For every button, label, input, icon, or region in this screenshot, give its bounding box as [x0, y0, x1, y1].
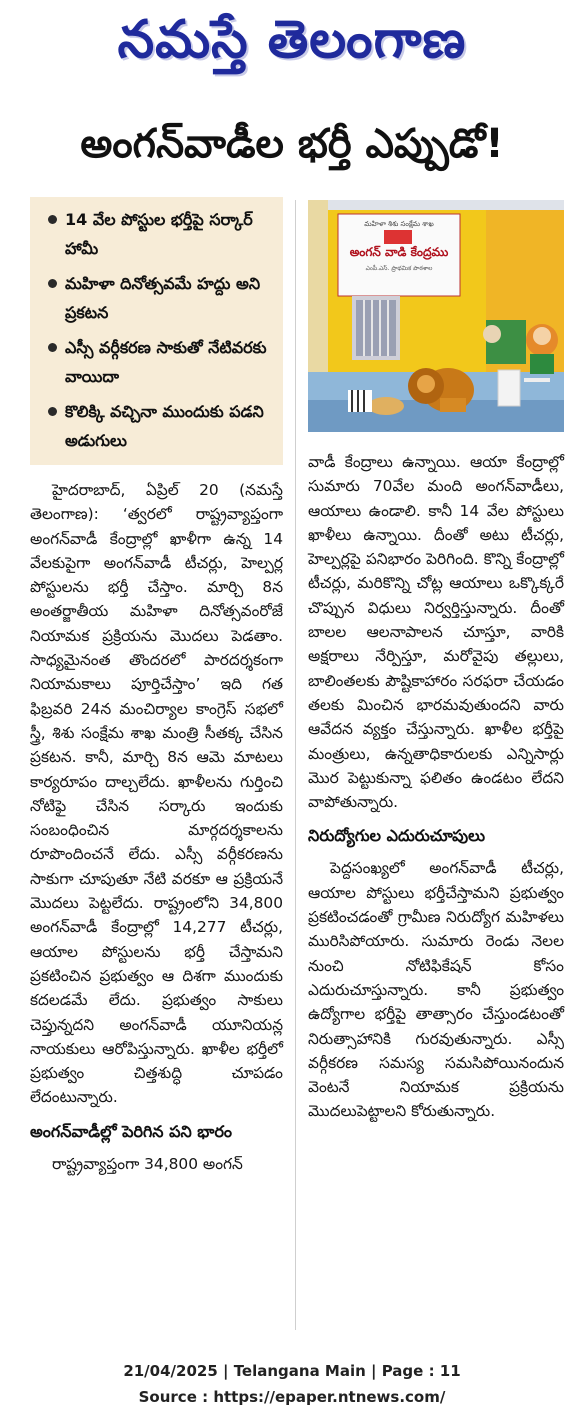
column-divider [295, 200, 296, 1330]
highlight-item [40, 333, 275, 391]
article-paragraph: వాడీ కేంద్రాలు ఉన్నాయి. ఆయా కేంద్రాల్లో సుమారు 70వేల మంది అంగన్‌వాడీలు, ఆయాలు ఉండాలి. కానీ 14 వేల పోస్టులు ఖాళీలు ఉన్నాయి. దీంతో అటు టీచర్లు, హెల్పర్లపై పనిభారం పెరిగింది. కొన్ని కేంద్రాల్లో టీచర్లు, మరికొన్ని చోట్ల ఆయాలు ఒక్కొక్కరే చొప్పున విధులు నిర్వర్తిస్తున్నారు. దీంతో బాలల ఆలనాపాలన చూస్తూ, వారికి అక్షరాలు నేర్పిస్తూ, మరోవైపు తల్లులు, బాలింతలకు పౌష్టికాహారం సరఫరా చేయడం తలకు మించిన భారమవుతుందని వారు ఆవేదన వ్యక్తం చేస్తున్నారు. ఖాళీల భర్తీపై మంత్రులు, ఉన్నతాధికారులకు ఎన్నిసార్లు మొర పెట్టుకున్నా ఫలితం ఉండటం లేదని వాపోతున్నారు. [308, 453, 564, 812]
article-column-2 [308, 450, 564, 1124]
highlight-item [40, 205, 275, 263]
article-column-1 [30, 478, 283, 1176]
bullet-icon [48, 407, 57, 416]
article-paragraph: రాష్ట్రవ్యాప్తంగా 34,800 అంగన్ [52, 1154, 243, 1173]
sign-sub-text: ఎంపీ.ఎస్. ప్రాథమిక పాఠశాల [365, 265, 433, 272]
footer-date-line: 21/04/2025 | Telangana Main | Page : 11 [123, 1362, 461, 1380]
sign-main-text: అంగన్ వాడి కేంద్రము [349, 245, 449, 259]
highlights-box [30, 197, 283, 465]
article-paragraph: పెద్దసంఖ్యలో అంగన్‌వాడీ టీచర్లు, ఆయాల పోస్టులు భర్తీచేస్తామని ప్రభుత్వం ప్రకటించడంతో గ్రామీణ నిరుద్యోగ మహిళలు మురిసిపోయారు. సుమారు రెండు నెలల నుంచి నోటిఫికేషన్ కోసం ఎదురుచూస్తున్నారు. కానీ ప్రభుత్వం ఉద్యోగాల భర్తీపై తాత్సారం చేస్తుండటంతో నిరుత్సాహానికి గురవుతున్నారు. ఎస్సీ వర్గీకరణ సమస్య సమసిపోయినందున వెంటనే నియామక ప్రక్రియను మొదలుపెట్టాలని కోరుతున్నారు. [308, 859, 564, 1121]
highlight-item [40, 397, 275, 455]
anganwadi-centre-photo [308, 200, 564, 432]
highlight-item [40, 269, 275, 327]
bullet-icon [48, 215, 57, 224]
highlight-text: మహిళా దినోత్సవమే హద్దు అని ప్రకటన [65, 274, 261, 322]
article-headline [0, 110, 584, 188]
article-paragraph: హైదరాబాద్, ఏప్రిల్ 20 (నమస్తే తెలంగాణ): ‘త్వరలో రాష్ట్రవ్యాప్తంగా అంగన్‌వాడీ కేంద్రాల్లో ఖాళీగా ఉన్న 14 వేలకుపైగా అంగన్‌వాడీ టీచర్లు, హెల్పర్ల పోస్టులను భర్తీ చేస్తాం. మార్చి 8న అంతర్జాతీయ మహిళా దినోత్సవంరోజే నియామక ప్రక్రియను మొదలు పెడతాం. సాధ్యమైనంత తొందరలో పారదర్శకంగా నియామకాలు పూర్తిచేస్తాం’ ఇది గత ఫిబ్రవరి 24న మంచిర్యాల కాంగ్రెస్ సభలో స్త్రీ, శిశు సంక్షేమ శాఖ మంత్రి సీతక్క చేసిన ప్రకటన. కానీ, మార్చి 8న ఆమె మాటలు కార్యరూపం దాల్చలేదు. ఖాళీలను గుర్తించి నోటిఫై చేసిన సర్కారు ఇందుకు సంబంధించిన మార్గదర్శకాలను రూపొందించనే లేదు. ఎస్సీ వర్గీకరణను సాకుగా చూపుతూ నేటి వరకూ ఆ ప్రక్రియనే మొదలు పెట్టలేదు. రాష్ట్రంలోని 34,800 అంగన్‌వాడీ కేంద్రాల్లో 14,277 టీచర్లు, ఆయాల పోస్టులను భర్తీ చేస్తామని ప్రకటించిన ప్రభుత్వం ఆ దిశగా ముందుకు కదలడమే లేదు. ప్రభుత్వం సాకులు చెప్తున్నదని అంగన్‌వాడీ యూనియన్ల నాయకులు ఆరోపిస్తున్నారు. ఖాళీల భర్తీలో ప్రభుత్వం చిత్తశుద్ధి చూపడం లేదంటున్నారు. [30, 481, 283, 1107]
highlight-text: కొలిక్కి వచ్చినా ముందుకు పడని అడుగులు [65, 402, 264, 450]
highlight-text: ఎస్సీ వర్గీకరణ సాకుతో నేటివరకు వాయిదా [65, 338, 267, 386]
masthead-title: నమస్తే తెలంగాణ [117, 9, 467, 70]
highlight-text: 14 వేల పోస్టుల భర్తీపై సర్కార్ హామీ [65, 210, 253, 258]
section-subheading: నిరుద్యోగుల ఎదురుచూపులు [308, 826, 486, 846]
headline-text: అంగన్‌వాడీల భర్తీ ఎప్పుడో! [80, 121, 504, 167]
footer-source-line: Source : https://epaper.ntnews.com/ [138, 1388, 446, 1406]
page-footer [0, 1358, 584, 1410]
sign-top-text: మహిళా శిశు సంక్షేమ శాఖ [364, 220, 434, 228]
section-subheading: అంగన్‌వాడీల్లో పెరిగిన పని భారం [30, 1121, 233, 1141]
newspaper-masthead [0, 0, 584, 92]
bullet-icon [48, 343, 57, 352]
bullet-icon [48, 279, 57, 288]
